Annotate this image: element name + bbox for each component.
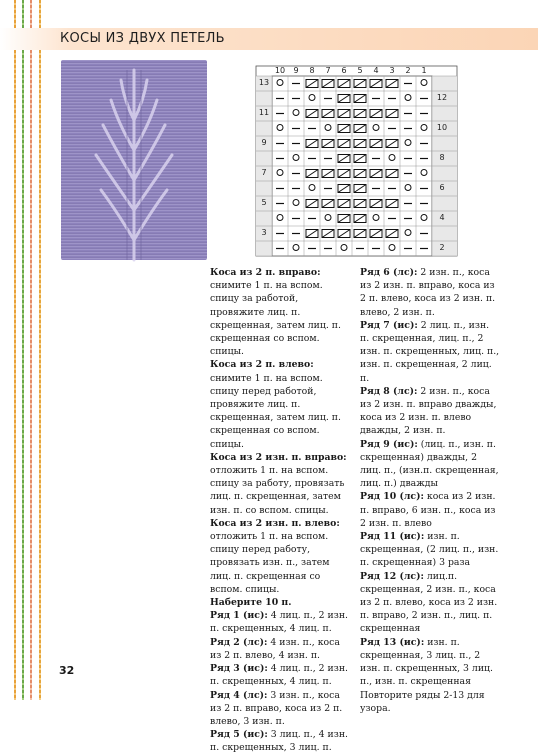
page-number: 32 — [59, 664, 75, 677]
chart-row-number: 11 — [258, 108, 270, 117]
chart-top-number: 5 — [357, 66, 363, 75]
chart-top-number: 4 — [373, 66, 379, 75]
instruction-text: 4 лиц. п., 2 изн. п. скрещенных, 4 лиц. п. — [210, 663, 348, 688]
yarn-line-orange — [14, 0, 16, 700]
chart-row-number: 3 — [261, 228, 267, 237]
instructions-right-column — [360, 266, 500, 715]
chart-row-number: 4 — [439, 213, 445, 222]
yarn-line-green — [22, 0, 24, 700]
instruction-heading: Ряд 11 (ис): — [360, 531, 425, 543]
instruction-heading: Коса из 2 п. вправо: — [210, 267, 321, 278]
instruction-text: 2 изн. п., коса из 2 изн. п. вправо дважды, коса из 2 изн. п. влево дважды, 2 изн. п. — [360, 385, 497, 437]
instruction-heading: Ряд 10 (лс): — [360, 491, 424, 503]
instruction-paragraph — [210, 517, 348, 596]
instruction-heading: Ряд 5 (ис): — [210, 729, 268, 741]
instruction-text: 3 изн. п., коса из 2 п. вправо, коса из 2 п. влево, 3 изн. п. — [210, 689, 343, 727]
instruction-paragraph — [360, 490, 500, 530]
chart-top-number: 7 — [325, 66, 331, 75]
instruction-text: 4 лиц. п., 2 изн. п. скрещенных, 4 лиц. п. — [210, 610, 348, 635]
instruction-text: снимите 1 п. на вспом. спицу перед работой, провяжите лиц. п. скрещенная, затем лиц. п. скрещенная со вспом. спицы. — [210, 372, 341, 450]
chart-top-number: 9 — [293, 66, 299, 75]
instruction-text: коса из 2 изн. п. вправо, 6 изн. п., коса из 2 изн. п. влево — [360, 491, 496, 529]
instruction-paragraph — [360, 530, 500, 570]
instruction-text: снимите 1 п. на вспом. спицу за работой, провяжите лиц. п. скрещенная, затем лиц. п. скрещенная со вспом. спицы. — [210, 280, 341, 358]
instruction-text: Повторите ряды 2-13 для узора. — [360, 689, 485, 714]
instruction-paragraph — [210, 596, 348, 609]
instruction-paragraph — [210, 728, 348, 754]
instruction-heading: Ряд 4 (лс): — [210, 689, 268, 701]
instruction-paragraph — [360, 438, 500, 491]
instruction-paragraph — [360, 385, 500, 438]
page-title: КОСЫ ИЗ ДВУХ ПЕТЕЛЬ — [60, 31, 225, 46]
chart-top-number: 10 — [274, 66, 286, 75]
chart-row-number: 9 — [261, 138, 267, 147]
knitting-sample-photo — [61, 60, 207, 260]
chart-row-number: 6 — [439, 183, 445, 192]
instruction-heading: Наберите 10 п. — [210, 597, 292, 609]
instruction-paragraph — [210, 689, 348, 729]
instruction-heading: Ряд 1 (ис): — [210, 610, 268, 622]
instruction-paragraph — [360, 689, 500, 715]
instruction-text: изн. п. скрещенная, 3 лиц. п., 2 изн. п. скрещенных, 3 лиц. п., изн. п. скрещенная — [360, 636, 493, 688]
chart-top-number: 1 — [421, 66, 427, 75]
chart-row-number: 5 — [261, 198, 267, 207]
chart-row-number: 7 — [261, 168, 267, 177]
instruction-paragraph — [210, 358, 348, 450]
instruction-heading: Коса из 2 изн. п. влево: — [210, 517, 340, 529]
instruction-paragraph — [210, 662, 348, 688]
chart-top-number: 8 — [309, 66, 315, 75]
instruction-paragraph — [360, 319, 500, 385]
instruction-heading: Коса из 2 п. влево: — [210, 359, 314, 371]
instruction-heading: Ряд 8 (лс): — [360, 385, 418, 397]
instructions-left-column — [210, 266, 348, 755]
instruction-text: изн. п. скрещенная, (2 лиц. п., изн. п. скрещенная) 3 раза — [360, 531, 499, 569]
instruction-text: отложить 1 п. на вспом. спицу за работу, провязать лиц. п. скрещенная, затем изн. п. со вспом. спицы. — [210, 465, 345, 516]
instruction-paragraph — [210, 451, 348, 517]
instruction-heading: Коса из 2 изн. п. вправо: — [210, 451, 347, 463]
instruction-heading: Ряд 12 (лс): — [360, 570, 424, 582]
yarn-line-gold — [39, 0, 41, 700]
instruction-paragraph — [210, 636, 348, 662]
instruction-text: 2 лиц. п., изн. п. скрещенная, лиц. п., 2 изн. п. скрещенных, лиц. п., изн. п. скрещенная, 2 лиц. п. — [360, 319, 500, 384]
instruction-text: 4 изн. п., коса из 2 п. влево, 4 изн. п. — [210, 636, 340, 661]
instruction-paragraph — [360, 636, 500, 689]
chart-row-number: 2 — [439, 243, 445, 252]
instruction-paragraph — [210, 609, 348, 635]
instruction-heading: Ряд 9 (ис): — [360, 438, 418, 450]
chart-top-number: 2 — [405, 66, 411, 75]
instruction-text: (лиц. п., изн. п. скрещенная) дважды, 2 лиц. п., (изн.п. скрещенная, лиц. п.) дважды — [360, 438, 499, 490]
chart-row-number: 13 — [258, 78, 270, 87]
instruction-text: отложить 1 п. на вспом. спицу перед работу, провязать изн. п., затем лиц. п. скрещенная со вспом. спицы. — [210, 531, 330, 595]
instruction-heading: Ряд 6 (лс): — [360, 267, 418, 278]
instruction-heading: Ряд 13 (ис): — [360, 636, 425, 648]
instruction-heading: Ряд 3 (ис): — [210, 663, 268, 675]
instruction-paragraph — [360, 570, 500, 636]
chart-row-number: 12 — [436, 93, 448, 102]
instruction-paragraph — [210, 266, 348, 358]
knitting-chart — [256, 66, 457, 256]
instruction-text: 2 изн. п., коса из 2 изн. п. вправо, коса из 2 п. влево, коса из 2 изн. п. влево, 2 изн. п. — [360, 267, 496, 318]
yarn-line-coral — [30, 0, 32, 700]
chart-row-number: 8 — [439, 153, 445, 162]
instruction-text: лиц.п. скрещенная, 2 изн. п., коса из 2 п. влево, коса из 2 изн. п. вправо, 2 изн. п., лиц. п. скрещенная — [360, 570, 498, 635]
instruction-paragraph — [360, 266, 500, 319]
instruction-heading: Ряд 2 (лс): — [210, 636, 268, 648]
instruction-text: 3 лиц. п., 4 изн. п. скрещенных, 3 лиц. п. — [210, 729, 348, 754]
cable-pattern-illustration — [61, 60, 207, 260]
chart-row-number: 10 — [436, 123, 448, 132]
instruction-heading: Ряд 7 (ис): — [360, 319, 418, 331]
chart-top-number: 6 — [341, 66, 347, 75]
chart-top-number: 3 — [389, 66, 395, 75]
